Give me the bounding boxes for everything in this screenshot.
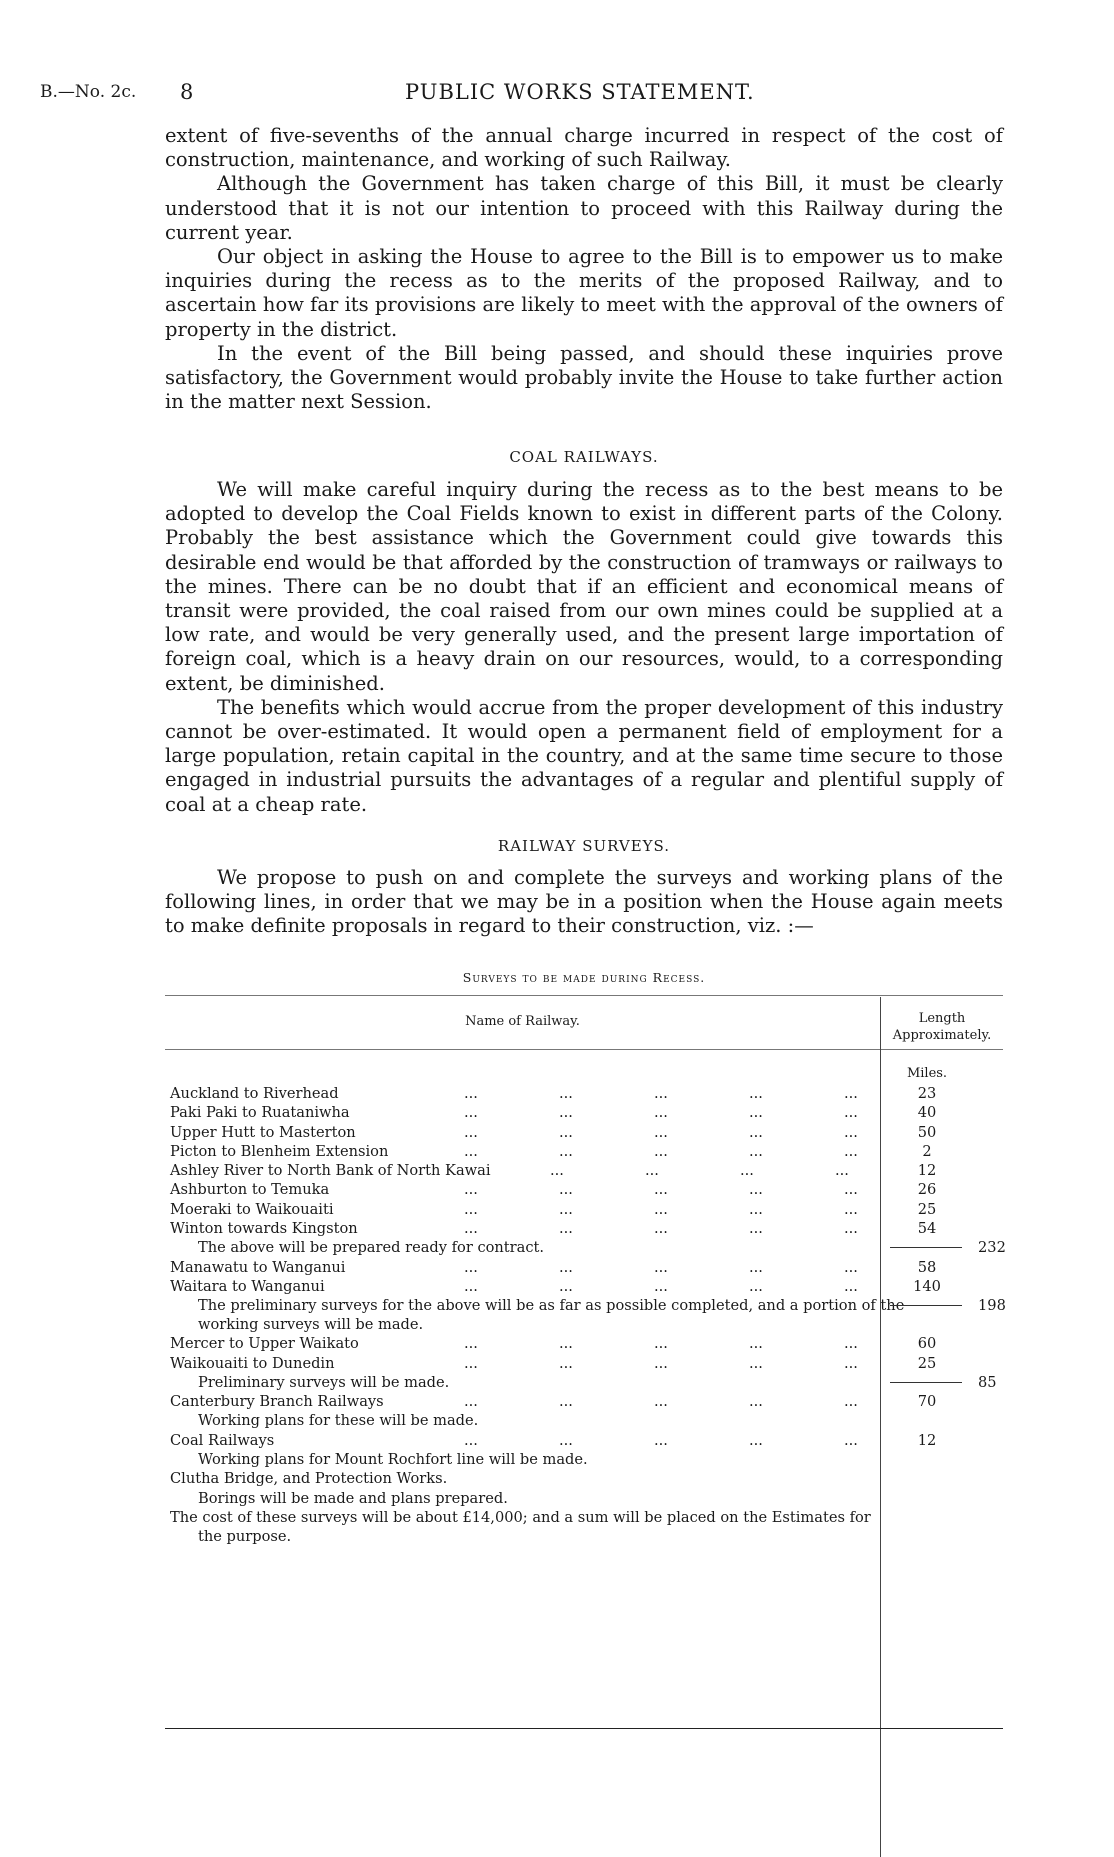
table-row: Upper Hutt to Masterton ... ... ... ... ...: [170, 1123, 858, 1141]
railway-name: Picton to Blenheim Extension: [170, 1142, 389, 1160]
table-row: Manawatu to Wanganui ... ... ... ... ...: [170, 1258, 858, 1276]
length-value: 50: [917, 1123, 937, 1141]
table-row: Moeraki to Waikouaiti ... ... ... ... ...: [170, 1200, 858, 1218]
length-value: 140: [913, 1277, 941, 1295]
paragraph: Although the Government has taken charge of this Bill, it must be clearly understood that it is not our intention to proceed with this Railway during the current year.: [165, 172, 1003, 244]
length-value: 58: [917, 1258, 937, 1276]
length-value: 23: [917, 1085, 937, 1102]
document-reference: B.—No. 2c.: [40, 82, 137, 102]
table-bottom-rule: [165, 1728, 1003, 1729]
table-row: [170, 1469, 880, 1488]
table-note: [170, 1296, 905, 1334]
table-note: [170, 1450, 880, 1469]
subtotal-value: 232: [978, 1239, 1006, 1257]
page-title: PUBLIC WORKS STATEMENT.: [405, 80, 755, 104]
length-value: 25: [917, 1200, 937, 1218]
railway-name: Moeraki to Waikouaiti: [170, 1200, 334, 1218]
length-value: 70: [917, 1393, 937, 1411]
table-body-lengths: [882, 1084, 1012, 1450]
table-row: Waitara to Wanganui ... ... ... ... ...: [170, 1277, 858, 1295]
table-header-rule: [165, 1049, 1003, 1050]
length-value: 25: [917, 1354, 937, 1372]
railway-name: Manawatu to Wanganui: [170, 1258, 346, 1276]
note-text: The preliminary surveys for the above will be as far as possible completed, and a portion of the working surveys will be made.: [198, 1297, 905, 1334]
length-value: 12: [917, 1162, 937, 1180]
table-note: [170, 1411, 880, 1430]
table-caption: Surveys to be made during Recess.: [462, 970, 706, 985]
paragraph: We will make careful inquiry during the recess as to the best means to be adopted to develop the Coal Fields known to exist in different parts of the Colony. Probably the best assistance which the Government could give towards this desirable end would be that afforded by the construction of tramways or railways to the mines. There can be no doubt that if an efficient and economical means of transit were provided, the coal raised from our own mines could be supplied at a low rate, and would be very generally used, and the present large importation of foreign coal, which is a heavy drain on our resources, would, to a corresponding extent, be diminished.: [165, 478, 1003, 695]
railway-name: Waikouaiti to Dunedin: [170, 1354, 335, 1372]
subtotal-rule: [890, 1247, 962, 1248]
units-label: Miles.: [906, 1066, 948, 1081]
table-row: Ashburton to Temuka ... ... ... ... ...: [170, 1181, 858, 1199]
table-row: Auckland to Riverhead ... ... ... ... ...: [170, 1085, 858, 1102]
table-row: Mercer to Upper Waikato ... ... ... ... ...: [170, 1335, 858, 1353]
paragraph: extent of five-sevenths of the annual charge incurred in respect of the cost of construction, maintenance, and working of such Railway.: [165, 124, 1003, 172]
railway-name: Paki Paki to Ruataniwha: [170, 1104, 350, 1122]
note-text: Working plans for Mount Rochfort line will be made.: [198, 1451, 588, 1469]
page-number: 8: [180, 80, 194, 104]
table-row: Ashley River to North Bank of North Kawai ... ... ... ...: [170, 1162, 849, 1180]
section-heading-coal-railways: COAL RAILWAYS.: [509, 448, 659, 466]
subtotal-rule: [890, 1382, 962, 1383]
length-value: 12: [917, 1431, 937, 1449]
subtotal-value: 198: [978, 1297, 1006, 1315]
column-header-name: Name of Railway.: [465, 1014, 580, 1029]
note-text: Working plans for these will be made.: [198, 1412, 479, 1430]
railway-name: Winton towards Kingston: [170, 1220, 358, 1238]
railway-surveys-text: [165, 866, 1003, 939]
length-value: 2: [922, 1142, 932, 1160]
table-note: [170, 1238, 880, 1257]
table-row: Waikouaiti to Dunedin ... ... ... ... ...: [170, 1354, 858, 1372]
railway-name: Auckland to Riverhead: [170, 1085, 339, 1102]
length-value: 60: [917, 1335, 937, 1353]
table-body-names: [170, 1084, 905, 1546]
table-row: Picton to Blenheim Extension ... ... ... ... ...: [170, 1142, 858, 1160]
railway-name: Ashburton to Temuka: [170, 1181, 330, 1199]
railway-name: Canterbury Branch Railways: [170, 1393, 384, 1411]
railway-name: Mercer to Upper Waikato: [170, 1335, 359, 1353]
table-note: [170, 1373, 880, 1392]
footnote-text: The cost of these surveys will be about £14,000; and a sum will be placed on the Estimates for the purpose.: [170, 1508, 871, 1545]
length-value: 54: [917, 1220, 937, 1238]
table-row: Winton towards Kingston ... ... ... ... ...: [170, 1220, 858, 1238]
table-footnote: [170, 1508, 880, 1546]
note-text: Preliminary surveys will be made.: [198, 1373, 450, 1391]
column-header-length-line1: Length: [918, 1011, 966, 1026]
table-row: Canterbury Branch Railways ... ... ... ... ...: [170, 1393, 858, 1411]
railway-name: Waitara to Wanganui: [170, 1277, 325, 1295]
table-note: [170, 1489, 880, 1508]
note-text: Borings will be made and plans prepared.: [198, 1489, 508, 1507]
column-header-length: [882, 1010, 1002, 1044]
subtotal-value: 85: [978, 1373, 997, 1391]
note-text: The above will be prepared ready for contract.: [198, 1239, 545, 1257]
subtotal-rule: [890, 1305, 962, 1306]
section-heading-railway-surveys: RAILWAY SURVEYS.: [497, 837, 671, 855]
railway-name: Ashley River to North Bank of North Kawai: [170, 1162, 491, 1180]
paragraph: The benefits which would accrue from the proper development of this industry cannot be over-estimated. It would open a permanent field of employment for a large population, retain capital in the country, and at the same time secure to those engaged in industrial pursuits the advantages of a regular and plentiful supply of coal at a cheap rate.: [165, 695, 1003, 816]
railway-name: Coal Railways: [170, 1431, 275, 1449]
railway-name: Clutha Bridge, and Protection Works.: [170, 1470, 448, 1488]
table-row: Paki Paki to Ruataniwha ... ... ... ... ...: [170, 1104, 858, 1122]
paragraph: Our object in asking the House to agree to the Bill is to empower us to make inquiries during the recess as to the merits of the proposed Railway, and to ascertain how far its provisions are likely to meet with the approval of the owners of property in the district.: [165, 245, 1003, 341]
railway-name: Upper Hutt to Masterton: [170, 1123, 356, 1141]
intro-text: [165, 124, 1003, 414]
column-header-length-line2: Approximately.: [892, 1028, 992, 1043]
coal-railways-text: [165, 478, 1003, 817]
paragraph: In the event of the Bill being passed, and should these inquiries prove satisfactory, the Government would probably invite the House to take further action in the matter next Session.: [165, 341, 1003, 414]
length-value: 40: [917, 1104, 937, 1122]
table-row: Coal Railways ... ... ... ... ...: [170, 1431, 858, 1449]
table-top-rule: [165, 995, 1003, 996]
paragraph: We propose to push on and complete the surveys and working plans of the following lines, in order that we may be in a position when the House again meets to make definite proposals in regard to their construction, viz. :—: [165, 866, 1003, 938]
length-value: 26: [917, 1181, 937, 1199]
